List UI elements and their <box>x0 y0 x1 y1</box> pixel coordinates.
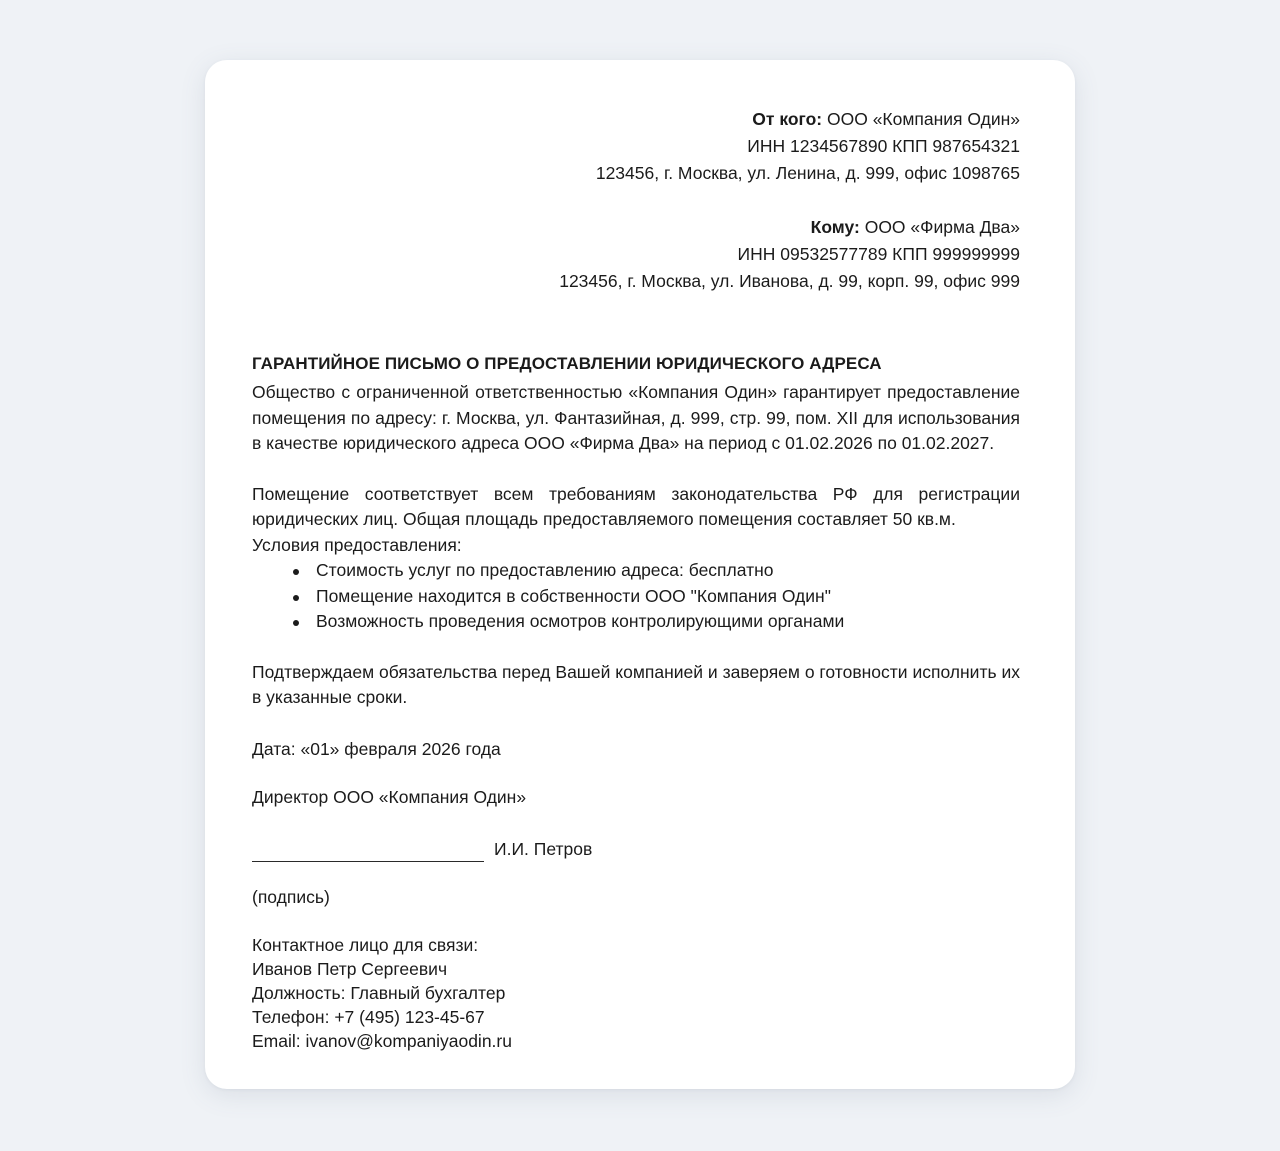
sender-address-line: 123456, г. Москва, ул. Ленина, д. 999, офис 1098765 <box>595 163 1020 183</box>
spacer <box>252 862 1020 885</box>
conditions-heading: Условия предоставления: <box>252 534 462 555</box>
recipient-tax-line: ИНН 09532577789 КПП 999999999 <box>737 244 1020 264</box>
spacer <box>252 911 1020 933</box>
contact-email: Email: ivanov@kompaniyaodin.ru <box>252 1031 512 1052</box>
sender-address-block <box>252 106 1020 187</box>
recipient-company: ООО «Фирма Два» <box>864 217 1020 237</box>
recipient-address-line: 123456, г. Москва, ул. Иванова, д. 99, корп. 99, офис 999 <box>559 271 1020 291</box>
contact-heading: Контактное лицо для связи: <box>252 934 479 955</box>
recipient-address-block <box>252 214 1020 295</box>
document-card <box>205 60 1075 1089</box>
signature-caption: (подпись) <box>252 887 330 907</box>
paragraph-compliance: Помещение соответствует всем требованиям законодательства РФ для регистрации юридических лиц. Общая площадь предоставляемого помещения составляет 50 кв.м. <box>252 483 1020 529</box>
sender-label: От кого: <box>752 109 823 129</box>
contact-name: Иванов Петр Сергеевич <box>252 958 448 979</box>
paragraph-intro: Общество с ограниченной ответственностью «Компания Один» гарантирует предоставление помещения по адресу: г. Москва, ул. Фантазийная, д. 999, стр. 99, пом. XII для использования в качестве юридического адреса ООО «Фирма Два» на период с 01.02.2026 по 01.02.2027. <box>252 382 1020 453</box>
signature-line <box>252 844 484 862</box>
contact-block <box>252 933 1020 1054</box>
sender-company: ООО «Компания Один» <box>827 109 1020 129</box>
sender-company-line <box>252 106 1020 133</box>
date-line: Дата: «01» февраля 2026 года <box>252 738 501 759</box>
director-line: Директор ООО «Компания Один» <box>252 787 527 807</box>
recipient-company-line <box>252 214 1020 241</box>
contact-phone: Телефон: +7 (495) 123-45-67 <box>252 1007 485 1028</box>
signatory-name: И.И. Петров <box>494 838 593 859</box>
spacer <box>252 711 1020 737</box>
contact-position: Должность: Главный бухгалтер <box>252 982 506 1003</box>
list-item: Возможность проведения осмотров контролирующими органами <box>252 609 1020 635</box>
spacer <box>252 762 1020 785</box>
recipient-label: Кому: <box>810 217 860 237</box>
paragraph-confirm: Подтверждаем обязательства перед Вашей компанией и заверяем о готовности исполнить их в указанные сроки. <box>252 661 1020 707</box>
signature-row <box>252 837 1020 863</box>
conditions-list <box>252 558 1020 635</box>
sender-tax-line: ИНН 1234567890 КПП 987654321 <box>747 136 1020 156</box>
document-title: ГАРАНТИЙНОЕ ПИСЬМО О ПРЕДОСТАВЛЕНИИ ЮРИДИЧЕСКОГО АДРЕСА <box>252 354 882 373</box>
spacer <box>252 811 1020 837</box>
list-item: Помещение находится в собственности ООО "Компания Один" <box>252 584 1020 610</box>
list-item: Стоимость услуг по предоставлению адреса: бесплатно <box>252 558 1020 584</box>
